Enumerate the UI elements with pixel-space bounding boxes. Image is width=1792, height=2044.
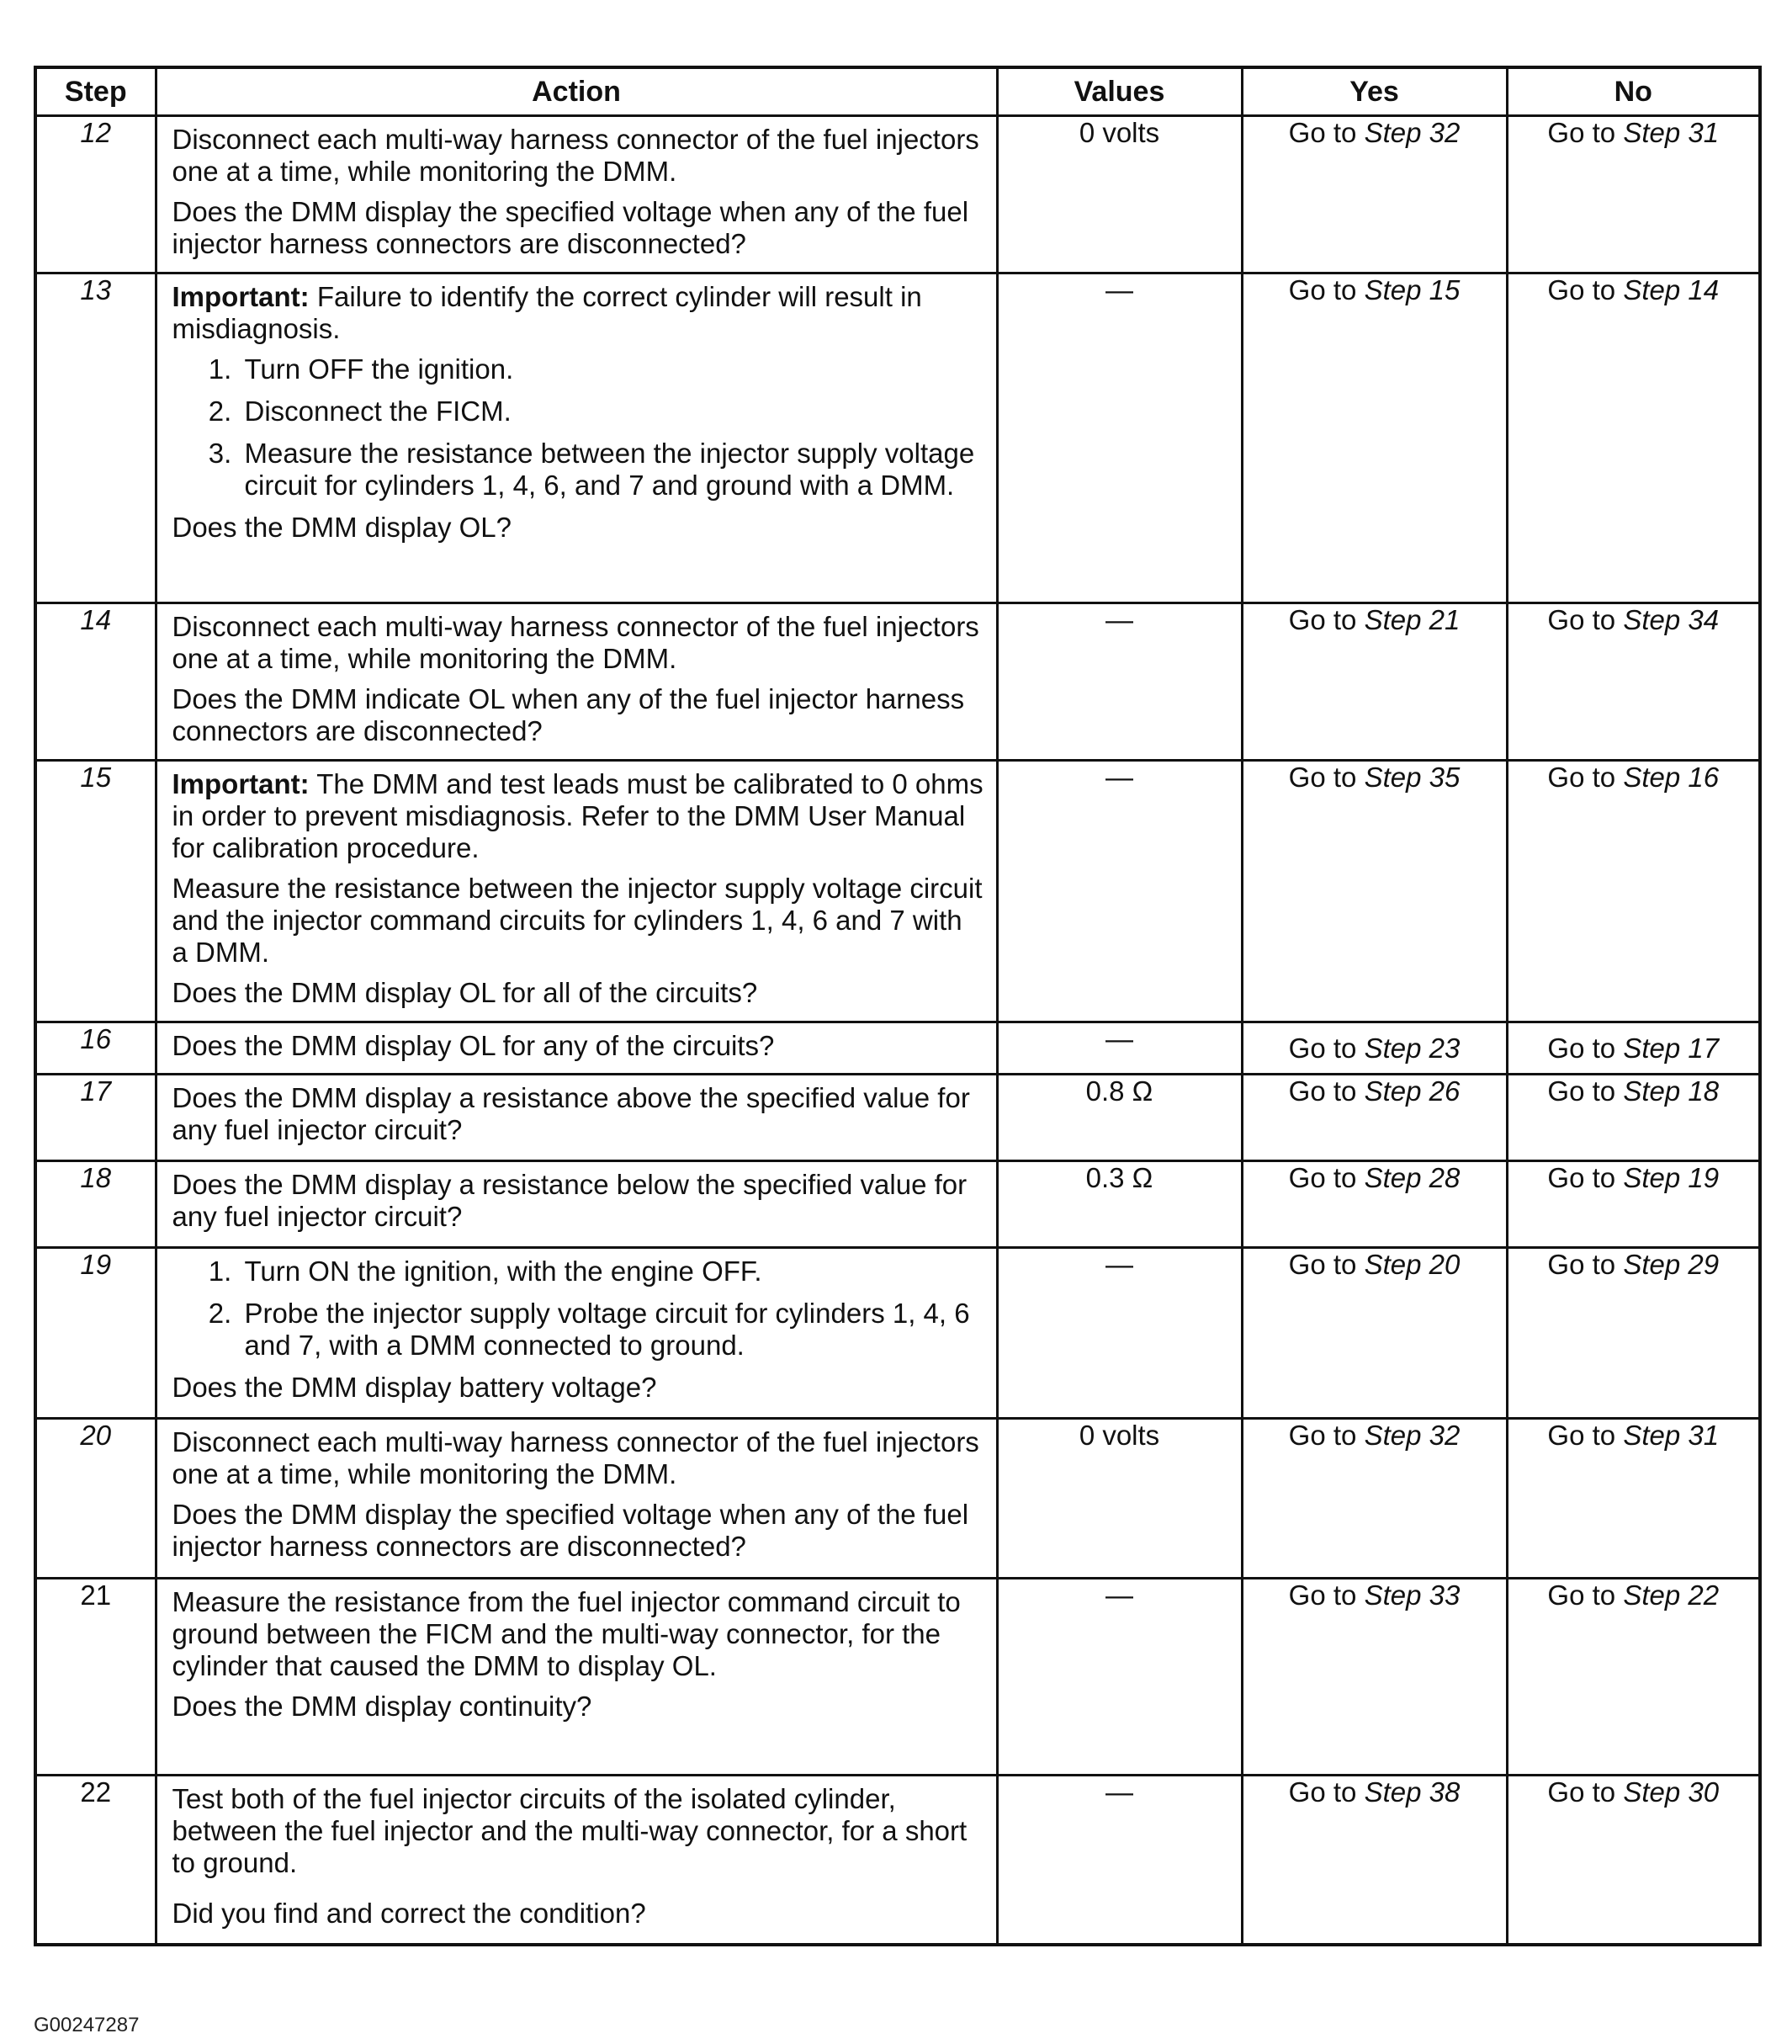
value-cell: —: [997, 1248, 1242, 1419]
no-prefix: Go to: [1547, 1579, 1624, 1611]
yes-step: Step 38: [1364, 1776, 1461, 1808]
value-cell: —: [997, 1776, 1242, 1945]
yes-prefix: Go to: [1288, 604, 1365, 635]
yes-prefix: Go to: [1288, 1420, 1365, 1451]
no-step: Step 18: [1623, 1075, 1720, 1107]
yes-cell: [1242, 1161, 1507, 1248]
procedure-list: [172, 1256, 984, 1362]
procedure-item: 1. Turn OFF the ignition.: [240, 353, 984, 385]
no-cell: [1507, 1776, 1760, 1945]
action-text: Disconnect each multi-way harness connector of the fuel injectors one at a time, while monitoring the DMM.: [172, 611, 979, 674]
no-cell: [1507, 603, 1760, 761]
no-prefix: Go to: [1547, 1075, 1624, 1107]
action-cell: [156, 1161, 997, 1248]
step-number: 13: [35, 273, 156, 603]
action-question: Does the DMM indicate OL when any of the fuel injector harness connectors are disconnected?: [172, 683, 965, 746]
action-cell: [156, 1075, 997, 1161]
action-cell: [156, 1579, 997, 1776]
value-cell: —: [997, 273, 1242, 603]
yes-cell: [1242, 273, 1507, 603]
step-number: 15: [35, 761, 156, 1022]
no-prefix: Go to: [1547, 274, 1624, 305]
no-step: Step 19: [1623, 1162, 1720, 1193]
yes-cell: [1242, 1075, 1507, 1161]
procedure-item: 2. Disconnect the FICM.: [240, 396, 984, 427]
no-step: Step 29: [1623, 1249, 1720, 1280]
step-number: 16: [35, 1022, 156, 1075]
figure-id: G00247287: [34, 2014, 140, 2036]
table-row: [35, 1776, 1760, 1945]
action-cell: [156, 1248, 997, 1419]
header-yes: Yes: [1242, 67, 1507, 116]
action-text: Disconnect each multi-way harness connector of the fuel injectors one at a time, while monitoring the DMM.: [172, 124, 979, 187]
header-action: Action: [156, 67, 997, 116]
no-cell: [1507, 1248, 1760, 1419]
step-number: 22: [35, 1776, 156, 1945]
table-row: [35, 603, 1760, 761]
action-cell: [156, 273, 997, 603]
procedure-item: 1. Turn ON the ignition, with the engine OFF.: [240, 1256, 984, 1287]
no-step: Step 14: [1623, 274, 1720, 305]
yes-step: Step 32: [1364, 1420, 1461, 1451]
step-number: 14: [35, 603, 156, 761]
no-step: Step 31: [1623, 1420, 1720, 1451]
yes-step: Step 15: [1364, 274, 1461, 305]
no-prefix: Go to: [1547, 117, 1624, 148]
action-question: Does the DMM display OL for any of the circuits?: [172, 1030, 775, 1061]
no-cell: [1507, 1161, 1760, 1248]
table-row: [35, 116, 1760, 273]
value-cell: 0 volts: [997, 116, 1242, 273]
important-note: [172, 281, 984, 345]
procedure-item: 2. Probe the injector supply voltage circuit for cylinders 1, 4, 6 and 7, with a DMM connected to ground.: [240, 1298, 984, 1362]
action-question: Does the DMM display battery voltage?: [172, 1372, 657, 1403]
yes-prefix: Go to: [1288, 1579, 1365, 1611]
value-cell: 0.3 Ω: [997, 1161, 1242, 1248]
yes-cell: [1242, 761, 1507, 1022]
no-step: Step 17: [1623, 1032, 1720, 1064]
yes-prefix: Go to: [1288, 1075, 1365, 1107]
value-cell: —: [997, 603, 1242, 761]
yes-prefix: Go to: [1288, 1162, 1365, 1193]
action-cell: [156, 1022, 997, 1075]
no-step: Step 31: [1623, 117, 1720, 148]
no-step: Step 22: [1623, 1579, 1720, 1611]
action-cell: [156, 1419, 997, 1579]
no-step: Step 30: [1623, 1776, 1720, 1808]
yes-prefix: Go to: [1288, 117, 1365, 148]
yes-prefix: Go to: [1288, 762, 1365, 793]
action-question: Does the DMM display a resistance below the specified value for any fuel injector circuit?: [172, 1169, 968, 1232]
yes-step: Step 28: [1364, 1162, 1461, 1193]
table-row: [35, 1248, 1760, 1419]
important-text: Failure to identify the correct cylinder will result in misdiagnosis.: [172, 281, 922, 344]
no-prefix: Go to: [1547, 1776, 1624, 1808]
action-question: Did you find and correct the condition?: [172, 1898, 646, 1929]
yes-step: Step 35: [1364, 762, 1461, 793]
action-question: Does the DMM display OL for all of the circuits?: [172, 977, 758, 1008]
header-step: Step: [35, 67, 156, 116]
header-values: Values: [997, 67, 1242, 116]
action-text: Test both of the fuel injector circuits of the isolated cylinder, between the fuel injector and the multi-way connector, for a short to ground.: [172, 1783, 968, 1878]
yes-prefix: Go to: [1288, 1249, 1365, 1280]
yes-step: Step 21: [1364, 604, 1461, 635]
action-cell: [156, 116, 997, 273]
procedure-list: [172, 353, 984, 502]
table-row: [35, 1419, 1760, 1579]
yes-cell: [1242, 1419, 1507, 1579]
no-cell: [1507, 1579, 1760, 1776]
action-question: Does the DMM display the specified voltage when any of the fuel injector harness connectors are disconnected?: [172, 196, 969, 259]
important-text: The DMM and test leads must be calibrated to 0 ohms in order to prevent misdiagnosis. Refer to the DMM User Manual for calibration procedure.: [172, 768, 983, 863]
table-row: [35, 1075, 1760, 1161]
no-cell: [1507, 1419, 1760, 1579]
step-number: 21: [35, 1579, 156, 1776]
table-row: [35, 1579, 1760, 1776]
table-row: [35, 273, 1760, 603]
yes-step: Step 23: [1364, 1032, 1461, 1064]
value-cell: —: [997, 761, 1242, 1022]
no-prefix: Go to: [1547, 1249, 1624, 1280]
no-step: Step 16: [1623, 762, 1720, 793]
table-header-row: [35, 67, 1760, 116]
important-note: [172, 768, 984, 864]
yes-cell: [1242, 1776, 1507, 1945]
value-cell: —: [997, 1579, 1242, 1776]
no-prefix: Go to: [1547, 1420, 1624, 1451]
no-prefix: Go to: [1547, 604, 1624, 635]
no-prefix: Go to: [1547, 1032, 1624, 1064]
table-row: [35, 761, 1760, 1022]
action-question: Does the DMM display continuity?: [172, 1691, 592, 1722]
step-number: 20: [35, 1419, 156, 1579]
no-cell: [1507, 1022, 1760, 1075]
no-cell: [1507, 1075, 1760, 1161]
no-cell: [1507, 761, 1760, 1022]
action-text: Measure the resistance between the injector supply voltage circuit and the injector command circuits for cylinders 1, 4, 6 and 7 with a DMM.: [172, 873, 983, 968]
no-prefix: Go to: [1547, 762, 1624, 793]
yes-cell: [1242, 1579, 1507, 1776]
action-text: Measure the resistance from the fuel injector command circuit to ground between the FICM and the multi-way connector, for the cylinder that caused the DMM to display OL.: [172, 1586, 961, 1681]
step-number: 18: [35, 1161, 156, 1248]
yes-cell: [1242, 1248, 1507, 1419]
yes-step: Step 26: [1364, 1075, 1461, 1107]
yes-step: Step 32: [1364, 117, 1461, 148]
no-prefix: Go to: [1547, 1162, 1624, 1193]
value-cell: 0 volts: [997, 1419, 1242, 1579]
header-no: No: [1507, 67, 1760, 116]
yes-cell: [1242, 603, 1507, 761]
step-number: 17: [35, 1075, 156, 1161]
value-cell: —: [997, 1022, 1242, 1075]
yes-cell: [1242, 1022, 1507, 1075]
no-step: Step 34: [1623, 604, 1720, 635]
yes-step: Step 33: [1364, 1579, 1461, 1611]
yes-step: Step 20: [1364, 1249, 1461, 1280]
step-number: 19: [35, 1248, 156, 1419]
yes-prefix: Go to: [1288, 274, 1365, 305]
procedure-item: 3. Measure the resistance between the injector supply voltage circuit for cylinders 1, 4, 6, and 7 and ground with a DMM.: [240, 438, 984, 502]
table-row: [35, 1161, 1760, 1248]
yes-cell: [1242, 116, 1507, 273]
value-cell: 0.8 Ω: [997, 1075, 1242, 1161]
action-text: Disconnect each multi-way harness connector of the fuel injectors one at a time, while monitoring the DMM.: [172, 1426, 979, 1489]
action-cell: [156, 1776, 997, 1945]
important-label: Important:: [172, 768, 310, 799]
action-question: Does the DMM display OL?: [172, 512, 512, 543]
action-cell: [156, 603, 997, 761]
diagnostic-table: [34, 66, 1762, 1946]
important-label: Important:: [172, 281, 310, 312]
yes-prefix: Go to: [1288, 1776, 1365, 1808]
step-number: 12: [35, 116, 156, 273]
no-cell: [1507, 116, 1760, 273]
action-question: Does the DMM display the specified voltage when any of the fuel injector harness connectors are disconnected?: [172, 1499, 969, 1562]
action-question: Does the DMM display a resistance above the specified value for any fuel injector circuit?: [172, 1082, 970, 1145]
yes-prefix: Go to: [1288, 1032, 1365, 1064]
table-row: [35, 1022, 1760, 1075]
no-cell: [1507, 273, 1760, 603]
action-cell: [156, 761, 997, 1022]
